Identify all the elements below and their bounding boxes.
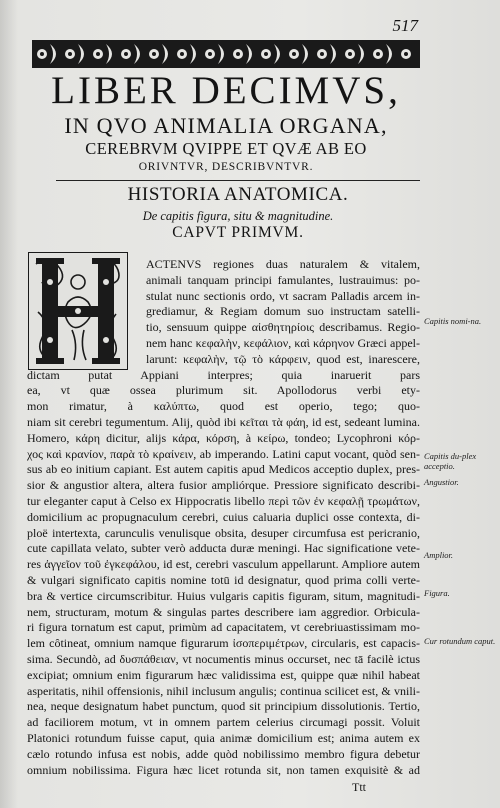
body-line: ACTENVS regiones duas naturalem & vitalem,	[146, 257, 420, 271]
margin-note: Cur rotundum caput.	[424, 636, 496, 646]
decorated-initial-h-icon	[28, 252, 128, 370]
body-line: χος καὶ κρανίον, παρὰ τὸ κραίνειν, ab imperando. Latini caput vocant, quòd sen-	[27, 446, 420, 461]
catchword: Ttt	[352, 780, 366, 794]
body-line: stulat nunc sectionis ordo, vt sacram Palladis arcem in-	[146, 288, 420, 303]
body-line: cute capillata velato, subter verò adducta duræ meningi. Hac significatione vete-	[27, 541, 420, 556]
margin-note: Capitis du-plex acceptio.	[424, 451, 477, 471]
chapter-note: De capitis figura, situ & magnitudine.	[142, 209, 334, 223]
body-line: nem, structuram, motum & singulas partes describere iam aggredior. Orbicula-	[27, 604, 420, 619]
body-line: cælo rotundo infusa est nobis, adde quòd nobilissimo membro figura debetur	[27, 746, 420, 761]
body-line: nem hanc κεφαλὴν, κεφάλιον, καὶ κάρηνον Græci appel-	[146, 336, 420, 350]
subtitle-line-3: ORIVNTVR, DESCRIBVNTVR.	[138, 161, 314, 173]
subtitle-line-2: CEREBRVM QVIPPE ET QVÆ AB EO	[85, 139, 367, 158]
ornament-band-icon	[32, 40, 420, 68]
body-line: bra & vertice circumscribitur. Huius vulgaris capitis figuram, situm, magnitudi-	[27, 588, 420, 603]
body-line: larunt: κεφαλὴν, τῷ τὸ κάρφειν, quod est, inarescere,	[146, 351, 420, 366]
body-line: Platonici rotundum fuisse caput, quia animæ domicilium est; anima autem ex	[27, 731, 420, 745]
body-line: res ἀγγεῖον τοῦ ἐγκεφάλου, id est, cerebri vasculum appellarunt. Ampliore autem	[27, 557, 420, 572]
body-line: ea, vt quæ ossea plurimum sit. Apollodorus verbi ety-	[27, 383, 420, 398]
page-number: 517	[392, 16, 418, 35]
body-line: nea, neque designatum habet punctum, quod sit principium dissolutionis. Tertio,	[27, 699, 420, 714]
chapter-title: CAPVT PRIMVM.	[172, 224, 304, 241]
margin-note: Capitis nomi-na.	[424, 316, 482, 326]
book-title: LIBER DECIMVS,	[51, 69, 401, 112]
body-line: grediamur, & Regiam domum suo instructam satelli-	[146, 304, 420, 319]
margin-note: Amplior.	[424, 550, 454, 560]
body-line: & vulgari significato capitis nomine totū id designatur, quod prima colli verte-	[27, 573, 420, 587]
margin-note: Angustior.	[424, 477, 459, 487]
body-line: sior & angustior altera, altera fusior ampliórque. Pressiore significato describi-	[27, 478, 420, 493]
body-line: asperitatis, nihil offensionis, nihil inclusum angulis; continua scilicet est, & vnili-	[27, 683, 420, 698]
body-line: omnium nobilissima. Figura hæc licet rotunda sit, non tamen exquisitè & ad	[27, 762, 420, 777]
body-line: tur eleganter caput à Celso ex Hippocratis libello περὶ τῶν ἐν κεφαλῇ τρωμάτων,	[27, 494, 420, 508]
body-line: excipiat; omnium enim figurarum hæc validissima est, quippe quæ nihil habeat	[27, 667, 420, 682]
body-line: lem côtineat, omnium namque figurarum ἰσοπεριμέτρων, circularis, est capacis-	[27, 636, 420, 651]
body-line: sima. Secundò, ad δυσπάθειαν, vt nocumentis minus occurset, nec tā facilè ictus	[27, 652, 420, 666]
margin-note: Figura.	[424, 588, 450, 598]
subtitle-line-1: IN QVO ANIMALIA ORGANA,	[64, 113, 388, 138]
body-line: ri figura tornatum est caput, primùm ad capacitatem, vt cerebriuastissimam mo-	[27, 620, 420, 635]
body-line: ad faciliorem motum, vt in omnem partem celerius circumagi possit. Voluit	[27, 715, 420, 730]
section-title: HISTORIA ANATOMICA.	[127, 184, 349, 205]
body-line: sus ab eo initium capiant. Est autem capitis apud Medicos acceptio duplex, pres-	[27, 462, 420, 477]
body-line: niam sit cerebri tegumentum. Alij, quòd ibi κεῖται τὰ φάη, id est, sedeant lumina.	[27, 415, 420, 429]
body-line: dictam putat Appiani interpres; quia inaruerit pars	[27, 367, 420, 382]
body-line: animali tanquam principi famulantes, lustrauimus: po-	[146, 272, 420, 287]
title-rule	[56, 180, 420, 181]
body-line: Homero, κάρη dicitur, alijs κάρα, κόρση, à κείρω, tondeo; Lycophroni κόρ-	[27, 430, 420, 445]
body-line: domicilium ac propugnaculum cerebri, cuius caluaria duplici osse contexta, di-	[27, 509, 420, 524]
body-line: tio, sensuum quippe αἰσθητηρίοις describamus. Regio-	[146, 320, 420, 335]
body-line: ploë intertexta, carunculis venulisque obsita, desuper circumfusa est pericranio,	[27, 525, 420, 540]
body-line: mon rimatur, à καλύπτω, quod est operio, tego; quo-	[27, 399, 420, 414]
